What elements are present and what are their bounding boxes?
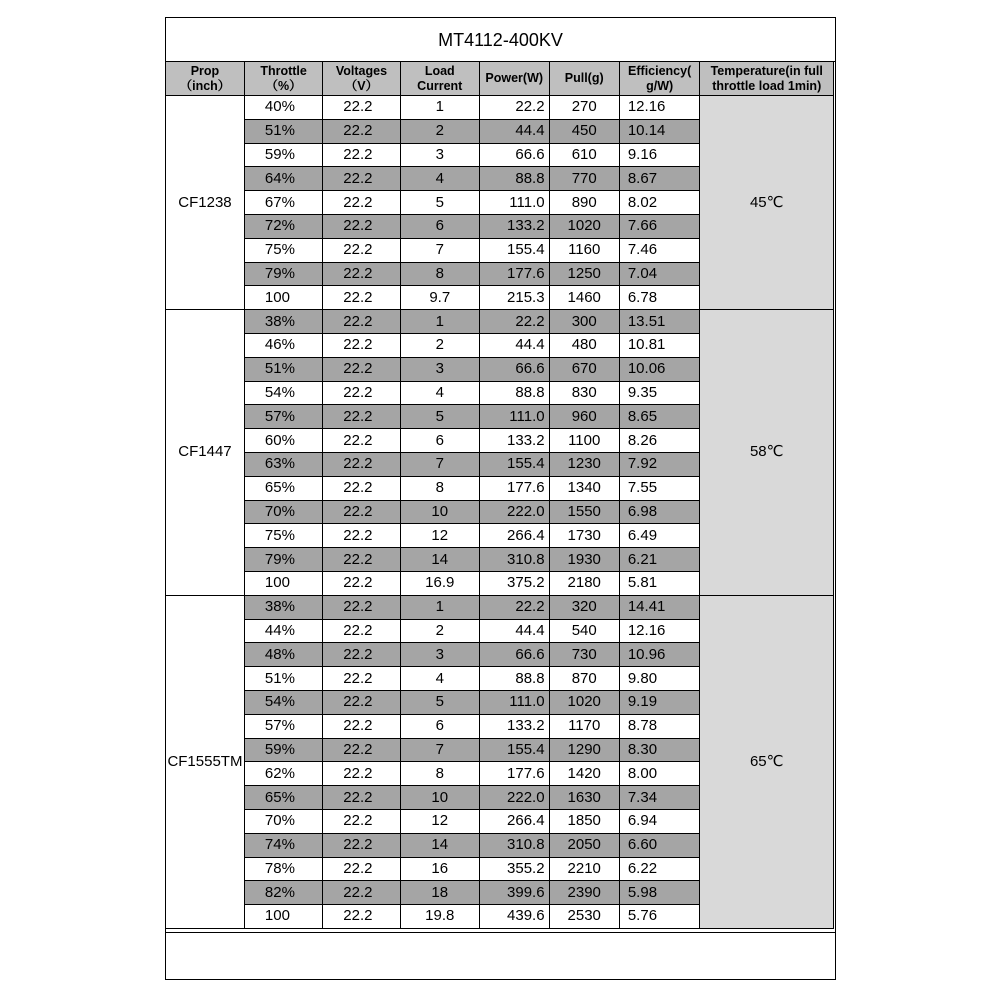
- cell-efficiency: 6.94: [619, 809, 700, 833]
- cell-efficiency: 6.21: [619, 548, 700, 572]
- cell-pull: 1160: [549, 238, 619, 262]
- cell-voltage: 22.2: [323, 595, 400, 619]
- cell-pull: 480: [549, 333, 619, 357]
- cell-current: 19.8: [400, 905, 479, 929]
- cell-voltage: 22.2: [323, 857, 400, 881]
- cell-throttle: 54%: [244, 690, 322, 714]
- cell-pull: 830: [549, 381, 619, 405]
- cell-power: 133.2: [479, 429, 549, 453]
- cell-efficiency: 8.30: [619, 738, 700, 762]
- cell-pull: 1630: [549, 786, 619, 810]
- cell-power: 66.6: [479, 357, 549, 381]
- cell-efficiency: 14.41: [619, 595, 700, 619]
- cell-throttle: 82%: [244, 881, 322, 905]
- cell-power: 133.2: [479, 214, 549, 238]
- cell-efficiency: 9.16: [619, 143, 700, 167]
- cell-throttle: 38%: [244, 595, 322, 619]
- cell-voltage: 22.2: [323, 167, 400, 191]
- cell-pull: 300: [549, 310, 619, 334]
- cell-power: 88.8: [479, 667, 549, 691]
- cell-power: 310.8: [479, 833, 549, 857]
- cell-efficiency: 7.92: [619, 452, 700, 476]
- cell-current: 16: [400, 857, 479, 881]
- cell-pull: 670: [549, 357, 619, 381]
- cell-power: 22.2: [479, 310, 549, 334]
- cell-efficiency: 6.22: [619, 857, 700, 881]
- cell-throttle: 60%: [244, 429, 322, 453]
- cell-power: 310.8: [479, 548, 549, 572]
- cell-pull: 2390: [549, 881, 619, 905]
- cell-pull: 1230: [549, 452, 619, 476]
- cell-current: 6: [400, 714, 479, 738]
- cell-voltage: 22.2: [323, 286, 400, 310]
- cell-power: 177.6: [479, 262, 549, 286]
- cell-power: 111.0: [479, 690, 549, 714]
- cell-pull: 1420: [549, 762, 619, 786]
- cell-pull: 540: [549, 619, 619, 643]
- cell-current: 4: [400, 167, 479, 191]
- cell-efficiency: 7.55: [619, 476, 700, 500]
- cell-voltage: 22.2: [323, 357, 400, 381]
- prop-cell: CF1555TM: [166, 595, 245, 928]
- cell-efficiency: 5.81: [619, 571, 700, 595]
- cell-power: 375.2: [479, 571, 549, 595]
- cell-efficiency: 8.26: [619, 429, 700, 453]
- table-title: MT4112-400KV: [166, 18, 835, 62]
- cell-power: 66.6: [479, 143, 549, 167]
- cell-throttle: 70%: [244, 809, 322, 833]
- cell-power: 215.3: [479, 286, 549, 310]
- cell-throttle: 70%: [244, 500, 322, 524]
- cell-voltage: 22.2: [323, 381, 400, 405]
- cell-current: 7: [400, 738, 479, 762]
- cell-current: 7: [400, 238, 479, 262]
- cell-throttle: 65%: [244, 476, 322, 500]
- cell-voltage: 22.2: [323, 905, 400, 929]
- temperature-cell: 45℃: [700, 96, 834, 310]
- cell-power: 111.0: [479, 191, 549, 215]
- cell-pull: 1340: [549, 476, 619, 500]
- cell-pull: 2210: [549, 857, 619, 881]
- cell-current: 1: [400, 96, 479, 120]
- cell-pull: 1550: [549, 500, 619, 524]
- cell-pull: 1020: [549, 690, 619, 714]
- cell-throttle: 59%: [244, 143, 322, 167]
- cell-voltage: 22.2: [323, 619, 400, 643]
- temperature-cell: 65℃: [700, 595, 834, 928]
- header-voltages: Voltages （V）: [323, 62, 400, 96]
- header-load-current: Load Current: [400, 62, 479, 96]
- cell-efficiency: 6.49: [619, 524, 700, 548]
- cell-efficiency: 12.16: [619, 96, 700, 120]
- cell-throttle: 72%: [244, 214, 322, 238]
- cell-throttle: 67%: [244, 191, 322, 215]
- cell-throttle: 100: [244, 905, 322, 929]
- cell-voltage: 22.2: [323, 262, 400, 286]
- cell-current: 4: [400, 381, 479, 405]
- table-row: [166, 310, 834, 334]
- cell-efficiency: 10.81: [619, 333, 700, 357]
- cell-voltage: 22.2: [323, 524, 400, 548]
- cell-pull: 2530: [549, 905, 619, 929]
- table-row: [166, 96, 834, 120]
- cell-throttle: 46%: [244, 333, 322, 357]
- cell-power: 44.4: [479, 119, 549, 143]
- cell-pull: 270: [549, 96, 619, 120]
- cell-current: 3: [400, 143, 479, 167]
- cell-current: 8: [400, 262, 479, 286]
- cell-current: 2: [400, 619, 479, 643]
- cell-efficiency: 6.98: [619, 500, 700, 524]
- prop-cell: CF1447: [166, 310, 245, 596]
- cell-throttle: 38%: [244, 310, 322, 334]
- cell-voltage: 22.2: [323, 738, 400, 762]
- cell-throttle: 44%: [244, 619, 322, 643]
- cell-power: 266.4: [479, 809, 549, 833]
- header-efficiency: Efficiency( g/W): [619, 62, 700, 96]
- cell-efficiency: 8.65: [619, 405, 700, 429]
- cell-voltage: 22.2: [323, 500, 400, 524]
- cell-voltage: 22.2: [323, 405, 400, 429]
- cell-pull: 2180: [549, 571, 619, 595]
- cell-throttle: 57%: [244, 405, 322, 429]
- cell-power: 133.2: [479, 714, 549, 738]
- cell-power: 177.6: [479, 476, 549, 500]
- cell-voltage: 22.2: [323, 429, 400, 453]
- cell-voltage: 22.2: [323, 881, 400, 905]
- cell-voltage: 22.2: [323, 476, 400, 500]
- table-body: [166, 96, 834, 929]
- footer-band: [166, 932, 835, 979]
- cell-throttle: 75%: [244, 238, 322, 262]
- cell-power: 355.2: [479, 857, 549, 881]
- cell-voltage: 22.2: [323, 714, 400, 738]
- cell-power: 22.2: [479, 96, 549, 120]
- cell-power: 155.4: [479, 238, 549, 262]
- cell-efficiency: 13.51: [619, 310, 700, 334]
- cell-current: 18: [400, 881, 479, 905]
- temperature-cell: 58℃: [700, 310, 834, 596]
- cell-current: 5: [400, 690, 479, 714]
- cell-voltage: 22.2: [323, 310, 400, 334]
- cell-throttle: 62%: [244, 762, 322, 786]
- cell-voltage: 22.2: [323, 643, 400, 667]
- cell-voltage: 22.2: [323, 762, 400, 786]
- cell-current: 3: [400, 643, 479, 667]
- cell-power: 439.6: [479, 905, 549, 929]
- cell-pull: 1100: [549, 429, 619, 453]
- cell-throttle: 57%: [244, 714, 322, 738]
- cell-throttle: 64%: [244, 167, 322, 191]
- cell-efficiency: 7.46: [619, 238, 700, 262]
- cell-throttle: 51%: [244, 357, 322, 381]
- cell-throttle: 63%: [244, 452, 322, 476]
- cell-throttle: 100: [244, 571, 322, 595]
- cell-throttle: 40%: [244, 96, 322, 120]
- cell-throttle: 54%: [244, 381, 322, 405]
- cell-current: 1: [400, 595, 479, 619]
- cell-voltage: 22.2: [323, 833, 400, 857]
- cell-power: 88.8: [479, 381, 549, 405]
- header-power: Power(W): [479, 62, 549, 96]
- cell-current: 12: [400, 809, 479, 833]
- cell-current: 2: [400, 119, 479, 143]
- cell-throttle: 75%: [244, 524, 322, 548]
- prop-cell: CF1238: [166, 96, 245, 310]
- spec-sheet: [165, 17, 836, 980]
- cell-voltage: 22.2: [323, 690, 400, 714]
- header-pull: Pull(g): [549, 62, 619, 96]
- cell-power: 222.0: [479, 786, 549, 810]
- cell-pull: 1290: [549, 738, 619, 762]
- cell-efficiency: 7.04: [619, 262, 700, 286]
- cell-efficiency: 8.78: [619, 714, 700, 738]
- header-row: [166, 62, 834, 96]
- cell-pull: 890: [549, 191, 619, 215]
- cell-voltage: 22.2: [323, 191, 400, 215]
- cell-efficiency: 8.02: [619, 191, 700, 215]
- cell-pull: 450: [549, 119, 619, 143]
- cell-power: 222.0: [479, 500, 549, 524]
- cell-throttle: 78%: [244, 857, 322, 881]
- cell-power: 44.4: [479, 333, 549, 357]
- cell-pull: 1930: [549, 548, 619, 572]
- cell-pull: 1460: [549, 286, 619, 310]
- cell-current: 5: [400, 405, 479, 429]
- cell-voltage: 22.2: [323, 548, 400, 572]
- cell-efficiency: 5.76: [619, 905, 700, 929]
- cell-efficiency: 10.96: [619, 643, 700, 667]
- cell-current: 10: [400, 786, 479, 810]
- cell-efficiency: 7.66: [619, 214, 700, 238]
- cell-current: 6: [400, 214, 479, 238]
- cell-voltage: 22.2: [323, 143, 400, 167]
- performance-table: [165, 61, 834, 929]
- cell-current: 6: [400, 429, 479, 453]
- cell-voltage: 22.2: [323, 786, 400, 810]
- cell-current: 8: [400, 762, 479, 786]
- cell-power: 111.0: [479, 405, 549, 429]
- cell-efficiency: 9.19: [619, 690, 700, 714]
- cell-pull: 1170: [549, 714, 619, 738]
- cell-pull: 770: [549, 167, 619, 191]
- cell-power: 399.6: [479, 881, 549, 905]
- cell-voltage: 22.2: [323, 667, 400, 691]
- cell-power: 66.6: [479, 643, 549, 667]
- table-row: [166, 595, 834, 619]
- cell-efficiency: 9.35: [619, 381, 700, 405]
- cell-voltage: 22.2: [323, 452, 400, 476]
- cell-throttle: 51%: [244, 119, 322, 143]
- cell-current: 10: [400, 500, 479, 524]
- cell-pull: 610: [549, 143, 619, 167]
- cell-pull: 960: [549, 405, 619, 429]
- cell-pull: 1730: [549, 524, 619, 548]
- cell-power: 177.6: [479, 762, 549, 786]
- cell-current: 7: [400, 452, 479, 476]
- cell-efficiency: 8.67: [619, 167, 700, 191]
- cell-pull: 1850: [549, 809, 619, 833]
- cell-throttle: 74%: [244, 833, 322, 857]
- cell-efficiency: 10.14: [619, 119, 700, 143]
- cell-voltage: 22.2: [323, 119, 400, 143]
- header-prop: Prop （inch）: [166, 62, 245, 96]
- cell-efficiency: 8.00: [619, 762, 700, 786]
- cell-current: 14: [400, 833, 479, 857]
- cell-voltage: 22.2: [323, 214, 400, 238]
- header-temperature: Temperature(in full throttle load 1min): [700, 62, 834, 96]
- cell-voltage: 22.2: [323, 809, 400, 833]
- cell-voltage: 22.2: [323, 571, 400, 595]
- cell-power: 266.4: [479, 524, 549, 548]
- cell-power: 88.8: [479, 167, 549, 191]
- cell-efficiency: 6.60: [619, 833, 700, 857]
- cell-voltage: 22.2: [323, 333, 400, 357]
- cell-efficiency: 5.98: [619, 881, 700, 905]
- cell-current: 16.9: [400, 571, 479, 595]
- cell-voltage: 22.2: [323, 238, 400, 262]
- cell-pull: 1020: [549, 214, 619, 238]
- cell-pull: 2050: [549, 833, 619, 857]
- header-throttle: Throttle （%）: [244, 62, 322, 96]
- cell-current: 5: [400, 191, 479, 215]
- cell-power: 155.4: [479, 738, 549, 762]
- cell-efficiency: 10.06: [619, 357, 700, 381]
- cell-throttle: 79%: [244, 262, 322, 286]
- cell-pull: 730: [549, 643, 619, 667]
- cell-voltage: 22.2: [323, 96, 400, 120]
- cell-current: 8: [400, 476, 479, 500]
- cell-current: 2: [400, 333, 479, 357]
- cell-efficiency: 9.80: [619, 667, 700, 691]
- cell-current: 3: [400, 357, 479, 381]
- cell-throttle: 65%: [244, 786, 322, 810]
- cell-power: 155.4: [479, 452, 549, 476]
- cell-throttle: 48%: [244, 643, 322, 667]
- cell-throttle: 51%: [244, 667, 322, 691]
- cell-current: 9.7: [400, 286, 479, 310]
- cell-pull: 870: [549, 667, 619, 691]
- cell-throttle: 79%: [244, 548, 322, 572]
- cell-pull: 1250: [549, 262, 619, 286]
- cell-pull: 320: [549, 595, 619, 619]
- cell-power: 44.4: [479, 619, 549, 643]
- cell-efficiency: 7.34: [619, 786, 700, 810]
- cell-throttle: 59%: [244, 738, 322, 762]
- cell-efficiency: 12.16: [619, 619, 700, 643]
- cell-current: 12: [400, 524, 479, 548]
- cell-efficiency: 6.78: [619, 286, 700, 310]
- cell-current: 14: [400, 548, 479, 572]
- cell-current: 1: [400, 310, 479, 334]
- cell-throttle: 100: [244, 286, 322, 310]
- cell-current: 4: [400, 667, 479, 691]
- cell-power: 22.2: [479, 595, 549, 619]
